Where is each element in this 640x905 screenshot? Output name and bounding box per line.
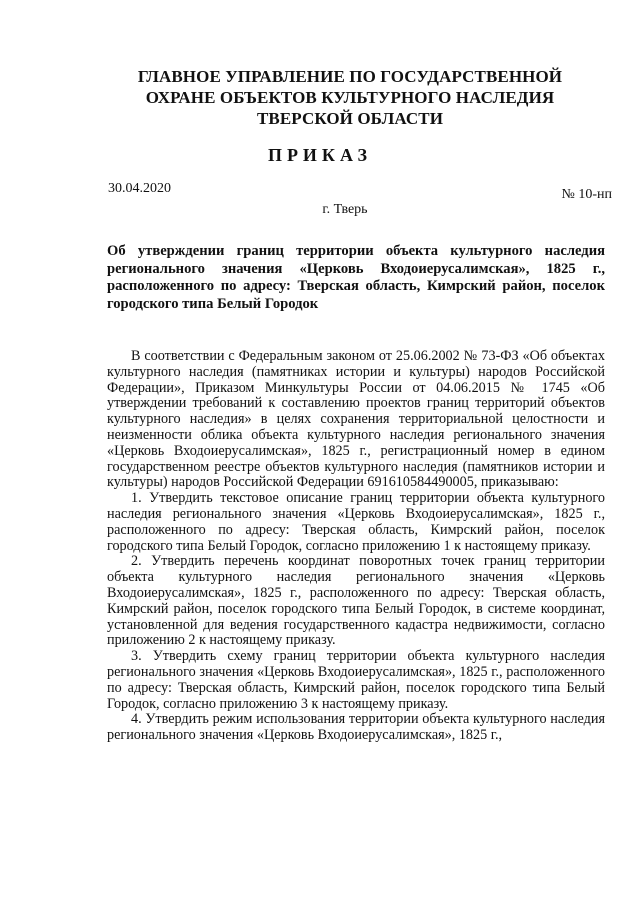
issuing-authority [60,66,640,129]
clause-1: 1. Утвердить текстовое описание границ территории объекта культурного наследия регионального значения «Церковь Входоиерусалимская», 1825 г., расположенного по адресу: Тверская область, Кимрский район, поселок городского типа Белый Городок, согласно приложению 1 к настоящему приказу. [107,490,605,554]
document-number: № 10-нп [561,187,612,202]
document-date: 30.04.2020 [108,181,171,196]
authority-line-3: ТВЕРСКОЙ ОБЛАСТИ [256,109,444,128]
document-body [107,349,605,744]
authority-line-1: ГЛАВНОЕ УПРАВЛЕНИЕ ПО ГОСУДАРСТВЕННОЙ [137,67,563,86]
document-city: г. Тверь [322,202,368,217]
document-title: ПРИКАЗ [267,145,373,165]
clause-3: 3. Утвердить схему границ территории объекта культурного наследия регионального значения «Церковь Входоиерусалимская», 1825 г., расположенного по адресу: Тверская область, Кимрский район, поселок городского типа Белый Городок, согласно приложению 3 к настоящему приказу. [107,648,605,712]
clause-4: 4. Утвердить режим использования территории объекта культурного наследия регионального значения «Церковь Входоиерусалимская», 1825 г., [107,711,605,744]
preamble-paragraph: В соответствии с Федеральным законом от 25.06.2002 № 73-ФЗ «Об объектах культурного наследия (памятниках истории и культуры) народов Российской Федерации», Приказом Минкультуры России от 04.06.2015 № 1745 «Об утверждении требований к составлению проектов границ территорий объектов культурного наследия» в целях сохранения территориальной целостности и неизменности облика объекта культурного наследия регионального значения «Церковь Входоиерусалимская», 1825 г., регистрационный номер в едином государственном реестре объектов культурного наследия (памятников истории и культуры) народов Российской Федерации 691610584490005, приказываю: [107,348,605,491]
authority-line-2: ОХРАНЕ ОБЪЕКТОВ КУЛЬТУРНОГО НАСЛЕДИЯ [145,88,555,107]
document-subject: Об утверждении границ территории объекта культурного наследия регионального значения «Церковь Входоиерусалимская», 1825 г., расположенного по адресу: Тверская область, Кимрский район, поселок городского типа Белый Городок [107,243,605,312]
clause-2: 2. Утвердить перечень координат поворотных точек границ территории объекта культурного наследия регионального значения «Церковь Входоиерусалимская», 1825 г., расположенного по адресу: Тверская область, Кимрский район, поселок городского типа Белый Городок, в системе координат, установленной для ведения государственного кадастра недвижимости, согласно приложению 2 к настоящему приказу. [107,553,605,649]
